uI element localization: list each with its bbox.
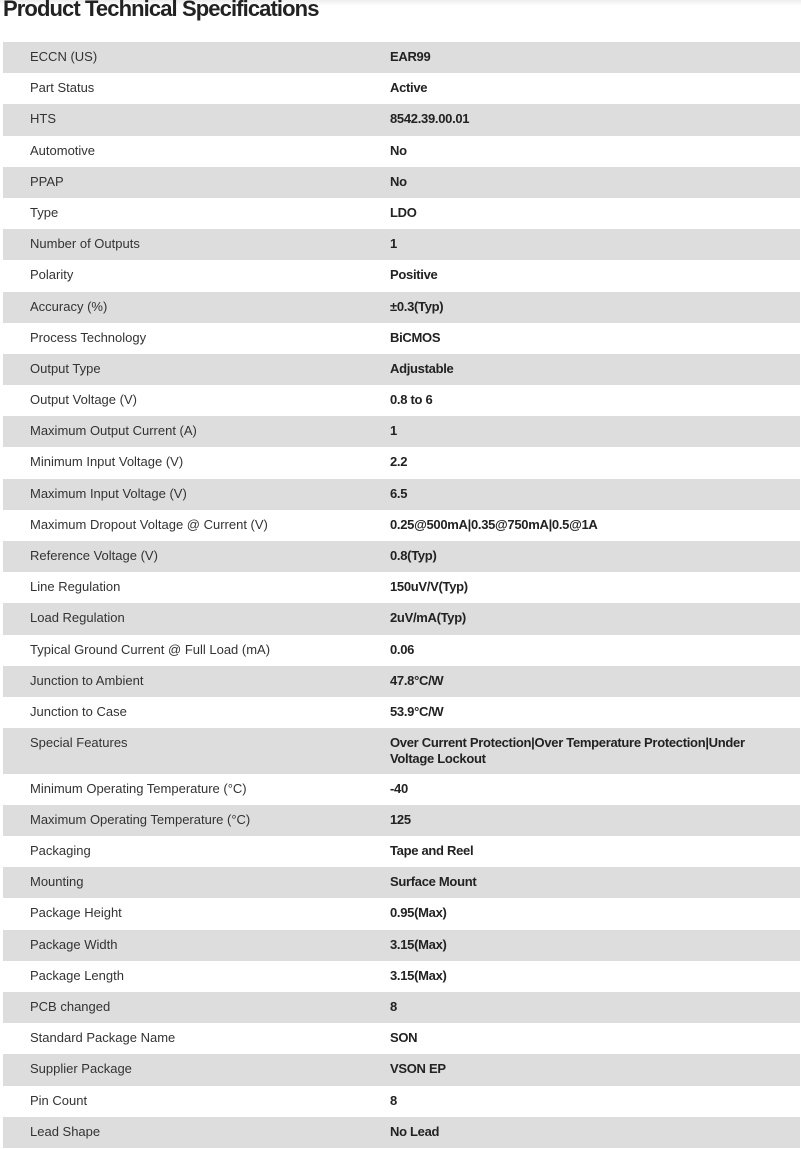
spec-label: Polarity <box>30 267 74 283</box>
spec-value: 0.8 to 6 <box>390 392 433 408</box>
spec-value: VSON EP <box>390 1061 446 1077</box>
spec-label: Output Voltage (V) <box>30 392 137 408</box>
spec-label: Minimum Operating Temperature (°C) <box>30 780 247 796</box>
spec-value: 0.25@500mA|0.35@750mA|0.5@1A <box>390 516 598 532</box>
spec-label: Package Height <box>30 905 122 921</box>
spec-label: Special Features <box>30 735 128 751</box>
spec-value: 1 <box>390 236 397 252</box>
spec-row-packaging <box>3 836 800 867</box>
spec-value: 0.8(Typ) <box>390 548 437 563</box>
spec-label: Maximum Dropout Voltage @ Current (V) <box>30 516 268 532</box>
spec-label: Number of Outputs <box>30 236 140 252</box>
spec-label: Automotive <box>30 142 96 158</box>
spec-row-accuracy <box>3 292 800 323</box>
spec-value: 1 <box>390 423 397 439</box>
spec-row-package-width <box>3 930 800 961</box>
spec-label: PPAP <box>30 173 64 189</box>
spec-row-output-type <box>3 354 800 385</box>
spec-row-junction-to-ambient <box>3 666 800 697</box>
spec-row-max-dropout-voltage <box>3 510 800 541</box>
spec-row-part-status <box>3 73 800 104</box>
spec-label: Load Regulation <box>30 610 125 626</box>
spec-label: Minimum Input Voltage (V) <box>30 454 184 470</box>
spec-value: 53.9°C/W <box>390 703 444 719</box>
spec-row-mounting <box>3 867 800 898</box>
spec-row-max-input-voltage <box>3 479 800 510</box>
spec-row-pin-count <box>3 1086 800 1117</box>
spec-label: Mounting <box>30 874 84 890</box>
spec-row-automotive <box>3 136 800 167</box>
spec-value: Adjustable <box>390 360 454 376</box>
spec-label: Typical Ground Current @ Full Load (mA) <box>30 641 271 657</box>
spec-value: EAR99 <box>390 49 431 64</box>
spec-row-max-operating-temp <box>3 805 800 836</box>
spec-row-lead-shape <box>3 1117 800 1148</box>
spec-row-line-regulation <box>3 572 800 603</box>
spec-row-package-length <box>3 961 800 992</box>
spec-value: 8 <box>390 1092 397 1108</box>
spec-value: 47.8°C/W <box>390 672 444 688</box>
spec-row-special-features <box>3 728 800 774</box>
spec-label: Junction to Case <box>30 703 127 719</box>
spec-value: 3.15(Max) <box>390 967 447 983</box>
spec-label: Lead Shape <box>30 1123 101 1139</box>
spec-row-load-regulation <box>3 603 800 634</box>
specifications-table <box>3 42 800 1148</box>
spec-row-ground-current <box>3 635 800 666</box>
spec-row-number-of-outputs <box>3 229 800 260</box>
spec-value: LDO <box>390 204 417 220</box>
spec-value: Positive <box>390 267 438 283</box>
spec-row-standard-package-name <box>3 1023 800 1054</box>
spec-value: 6.5 <box>390 485 408 501</box>
spec-label: Accuracy (%) <box>30 298 108 314</box>
spec-row-reference-voltage <box>3 541 800 572</box>
spec-label: Junction to Ambient <box>30 672 144 688</box>
spec-label: Supplier Package <box>30 1061 132 1077</box>
spec-value: 150uV/V(Typ) <box>390 579 468 595</box>
spec-value: 3.15(Max) <box>390 936 447 952</box>
spec-row-eccn <box>3 42 800 73</box>
spec-label: Maximum Input Voltage (V) <box>30 485 187 501</box>
spec-row-output-voltage <box>3 385 800 416</box>
spec-label: Line Regulation <box>30 579 121 595</box>
spec-row-pcb-changed <box>3 992 800 1023</box>
spec-row-package-height <box>3 898 800 929</box>
spec-row-junction-to-case <box>3 697 800 728</box>
spec-value: BiCMOS <box>390 329 441 345</box>
spec-label: Standard Package Name <box>30 1030 176 1046</box>
spec-row-polarity <box>3 260 800 291</box>
spec-value: Active <box>390 80 428 96</box>
spec-label: HTS <box>30 111 56 127</box>
spec-row-min-input-voltage <box>3 447 800 478</box>
spec-value: Over Current Protection|Over Temperature Protection|Under Voltage Lockout <box>390 735 745 767</box>
spec-value: No Lead <box>390 1123 440 1139</box>
spec-value: Tape and Reel <box>390 843 474 858</box>
page-title: Product Technical Specifications <box>3 0 319 21</box>
spec-label: Reference Voltage (V) <box>30 548 158 563</box>
spec-label: Packaging <box>30 843 91 858</box>
spec-value: SON <box>390 1030 418 1046</box>
spec-row-min-operating-temp <box>3 774 800 805</box>
spec-label: Maximum Output Current (A) <box>30 423 197 439</box>
spec-row-supplier-package <box>3 1054 800 1085</box>
spec-value: 2.2 <box>390 454 408 470</box>
spec-row-hts <box>3 104 800 135</box>
spec-value: ±0.3(Typ) <box>390 298 444 314</box>
spec-row-ppap <box>3 167 800 198</box>
spec-row-max-output-current <box>3 416 800 447</box>
spec-label: Package Length <box>30 967 124 983</box>
spec-row-type <box>3 198 800 229</box>
spec-value: -40 <box>390 780 408 796</box>
spec-label: Type <box>30 204 59 220</box>
spec-label: Pin Count <box>30 1092 88 1108</box>
spec-value: No <box>390 173 407 189</box>
spec-value: 0.06 <box>390 641 415 657</box>
spec-value: 8542.39.00.01 <box>390 111 470 127</box>
spec-label: Output Type <box>30 360 101 376</box>
spec-value: Surface Mount <box>390 874 477 890</box>
spec-value: No <box>390 142 407 158</box>
spec-label: ECCN (US) <box>30 49 98 64</box>
spec-label: Process Technology <box>30 329 147 345</box>
spec-label: Part Status <box>30 80 95 96</box>
spec-value: 8 <box>390 998 397 1014</box>
spec-row-process-technology <box>3 323 800 354</box>
spec-value: 0.95(Max) <box>390 905 447 921</box>
spec-label: PCB changed <box>30 998 111 1014</box>
spec-label: Maximum Operating Temperature (°C) <box>30 811 251 827</box>
spec-value: 125 <box>390 811 411 827</box>
spec-label: Package Width <box>30 936 118 952</box>
spec-value: 2uV/mA(Typ) <box>390 610 466 626</box>
